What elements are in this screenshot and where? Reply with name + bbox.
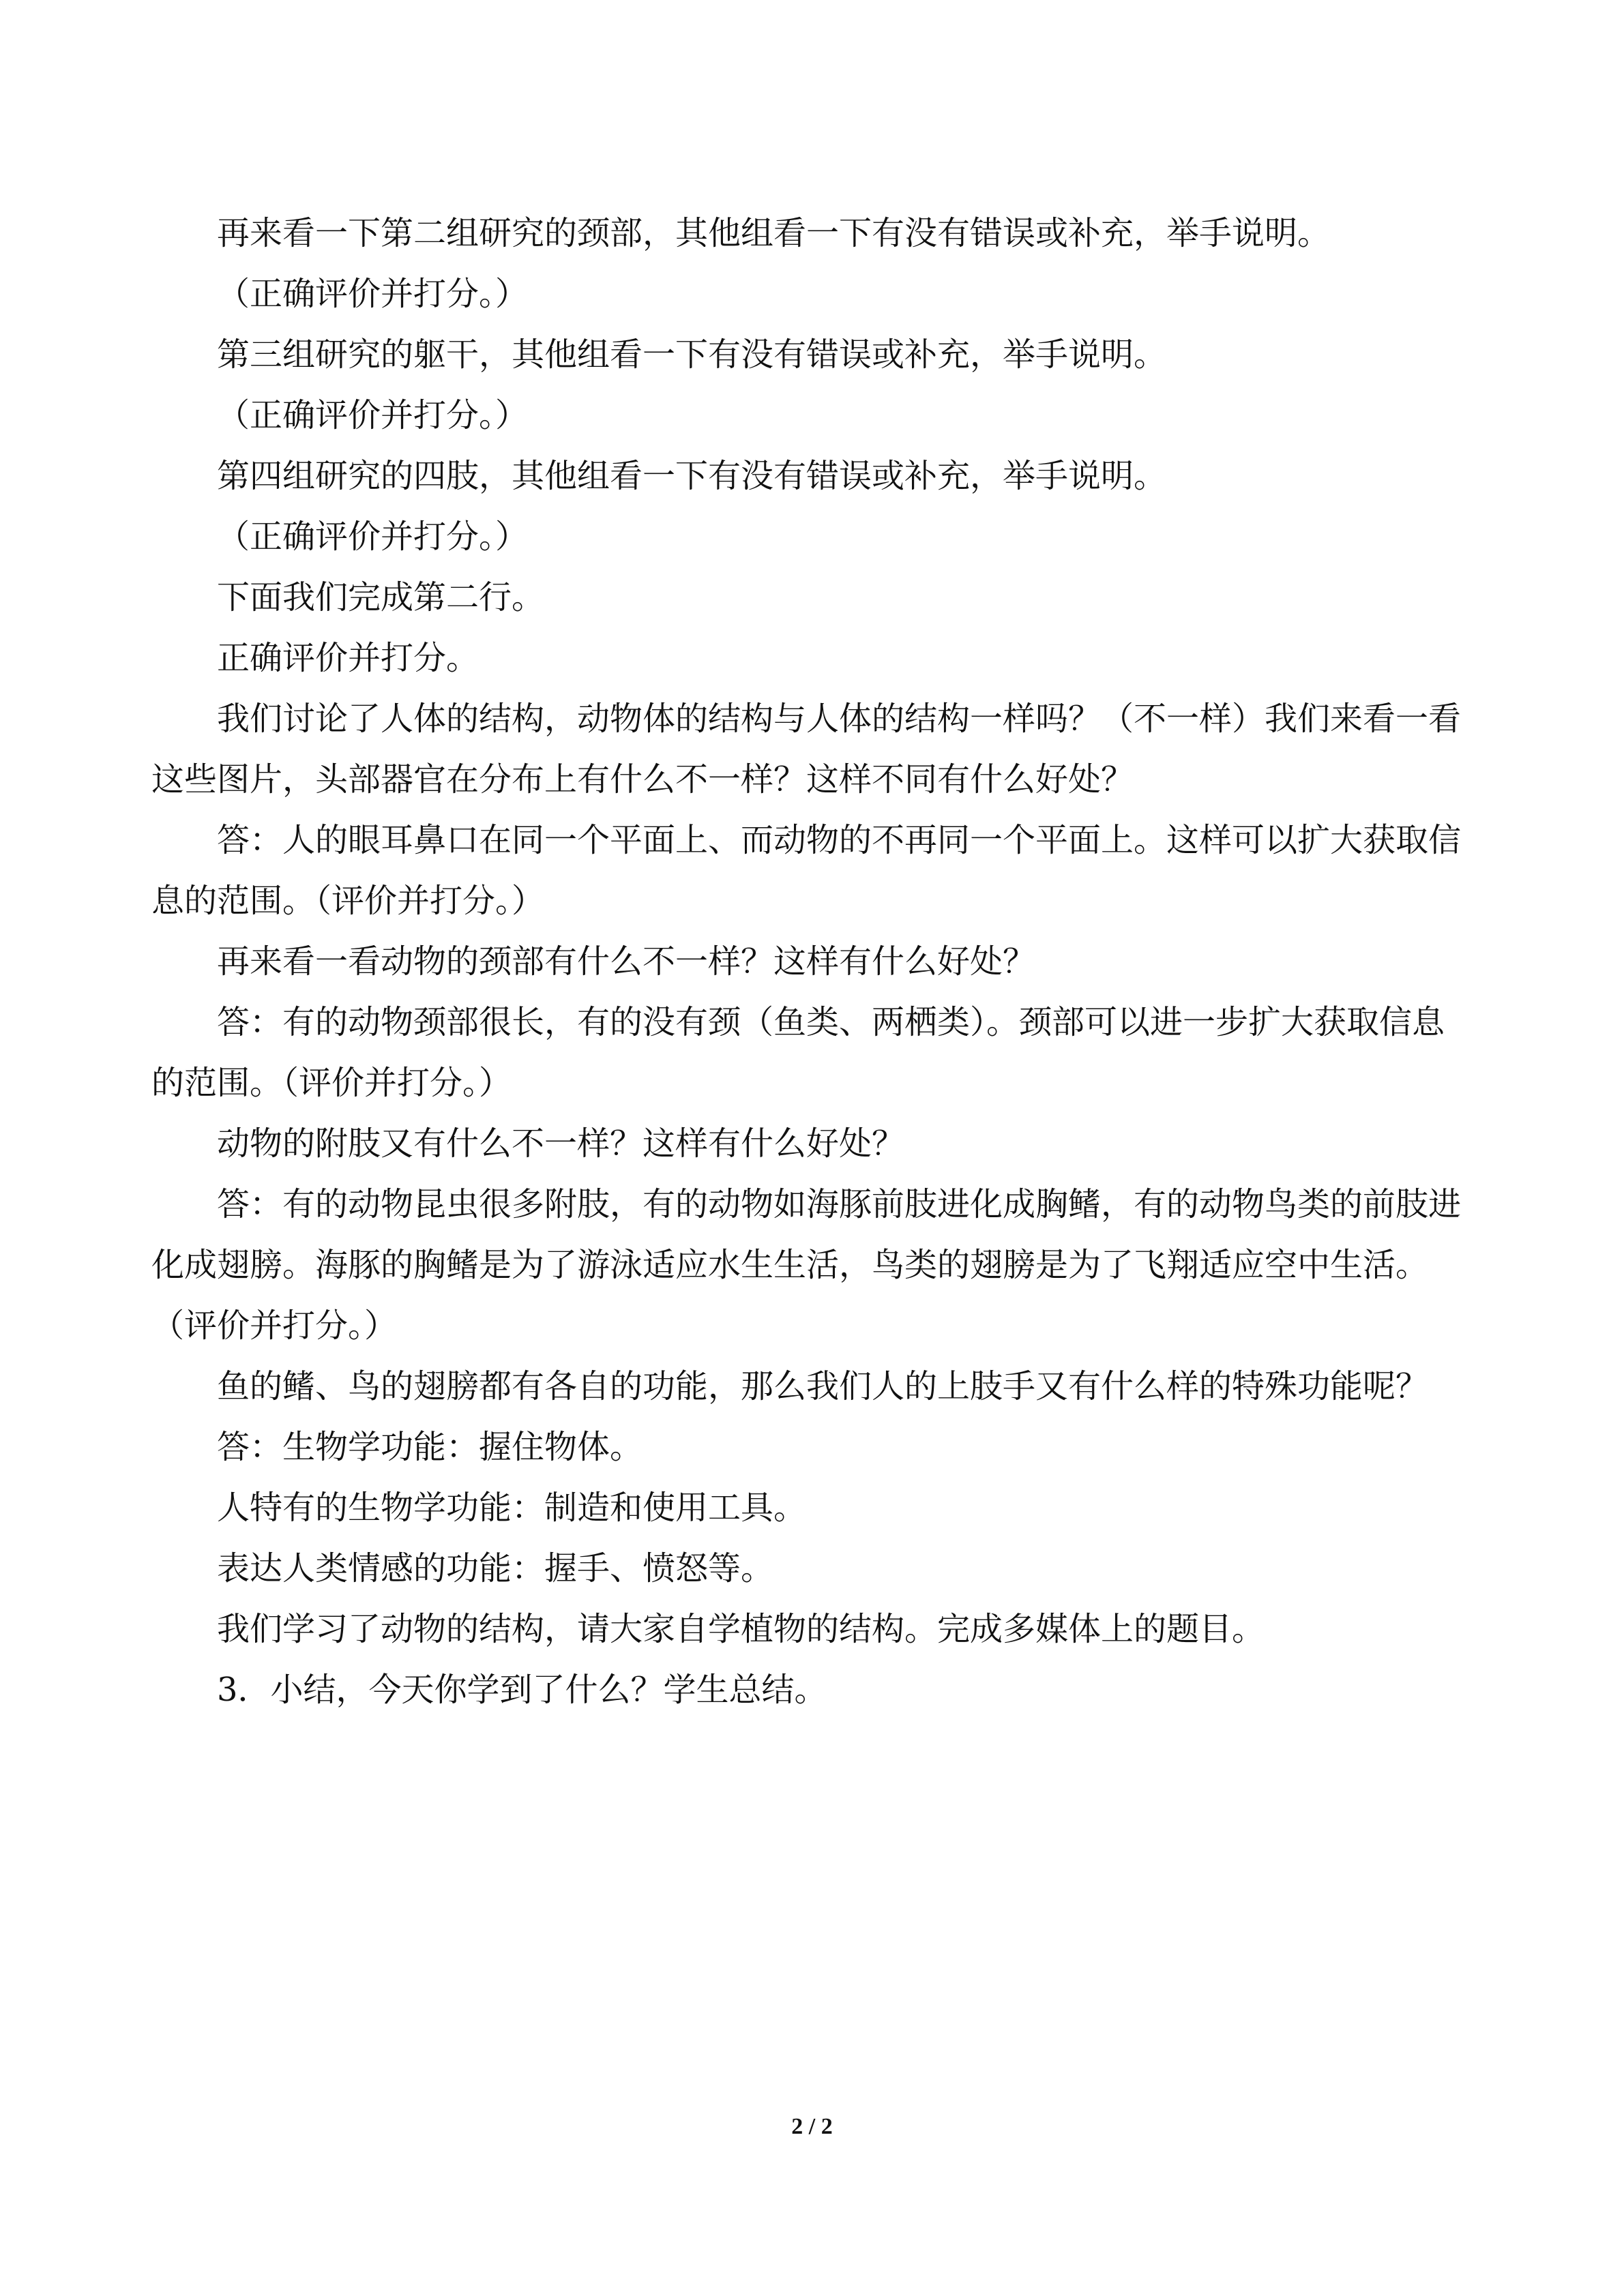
paragraph: 鱼的鳍、鸟的翅膀都有各自的功能，那么我们人的上肢手又有什么样的特殊功能呢？ <box>217 1367 1429 1405</box>
paragraph: 我们学习了动物的结构，请大家自学植物的结构。完成多媒体上的题目。 <box>217 1610 1265 1648</box>
paragraph: （正确评价并打分。） <box>217 396 529 434</box>
paragraph: 第四组研究的四肢，其他组看一下有没有错误或补充，举手说明。 <box>217 457 1167 495</box>
page-number: 2 / 2 <box>791 2114 833 2139</box>
paragraph: 再来看一下第二组研究的颈部，其他组看一下有没有错误或补充，举手说明。 <box>217 214 1331 252</box>
paragraph: 3．小结，今天你学到了什么？学生总结。 <box>217 1671 827 1709</box>
paragraph: （正确评价并打分。） <box>217 275 529 313</box>
paragraph: 答：人的眼耳鼻口在同一个平面上、而动物的不再同一个平面上。这样可以扩大获取信息的范围。（评价并打分。） <box>151 821 1462 920</box>
document-body <box>151 203 1471 1720</box>
paragraph: 我们讨论了人体的结构，动物体的结构与人体的结构一样吗？（不一样）我们来看一看这些图片，头部器官在分布上有什么不一样？这样不同有什么好处？ <box>151 700 1462 799</box>
paragraph: 答：有的动物昆虫很多附肢，有的动物如海豚前肢进化成胸鳍，有的动物鸟类的前肢进化成翅膀。海豚的胸鳍是为了游泳适应水生生活，鸟类的翅膀是为了飞翔适应空中生活。 <box>151 1185 1462 1284</box>
paragraph: 第三组研究的躯干，其他组看一下有没有错误或补充，举手说明。 <box>217 336 1167 374</box>
paragraph: （正确评价并打分。） <box>217 518 529 556</box>
paragraph: 动物的附肢又有什么不一样？这样有什么好处？ <box>217 1124 905 1163</box>
paragraph: （评价并打分。） <box>151 1307 398 1345</box>
paragraph: 答：生物学功能：握住物体。 <box>217 1428 643 1466</box>
paragraph: 下面我们完成第二行。 <box>217 578 545 616</box>
paragraph: 再来看一看动物的颈部有什么不一样？这样有什么好处？ <box>217 942 1036 981</box>
paragraph: 答：有的动物颈部很长，有的没有颈（鱼类、两栖类）。颈部可以进一步扩大获取信息的范围。（评价并打分。） <box>151 1003 1445 1102</box>
paragraph: 正确评价并打分。 <box>217 639 479 677</box>
paragraph: 人特有的生物学功能：制造和使用工具。 <box>217 1489 807 1527</box>
paragraph: 表达人类情感的功能：握手、愤怒等。 <box>217 1549 774 1587</box>
